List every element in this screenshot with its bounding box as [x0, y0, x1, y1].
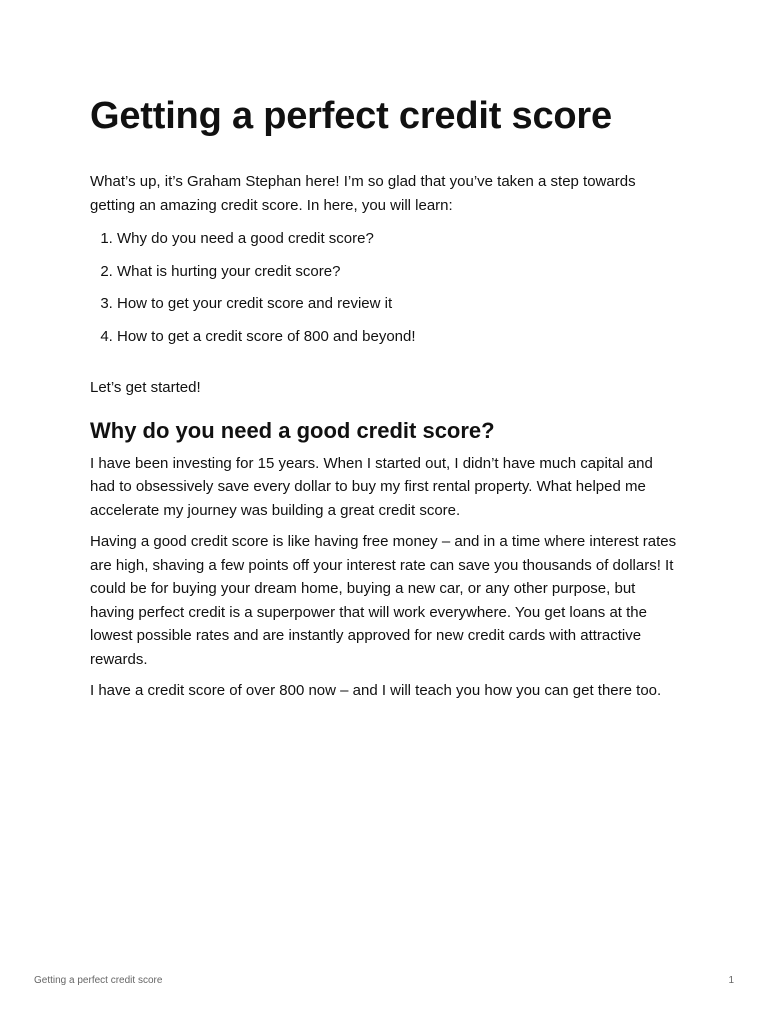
footer-document-title: Getting a perfect credit score [34, 975, 163, 986]
page-footer [34, 975, 734, 986]
topic-item: 1. Why do you need a good credit score? [117, 227, 680, 251]
topics-list [90, 227, 680, 348]
topic-item: 3. How to get your credit score and review it [117, 292, 680, 316]
section-paragraph: I have a credit score of over 800 now – and I will teach you how you can get there too. [90, 682, 662, 699]
section-paragraph: I have been investing for 15 years. When I started out, I didn’t have much capital and had to obsessively save every dollar to buy my first rental property. What helped me accelerate my journey was building a great credit score. [90, 454, 653, 519]
topic-item: 2. What is hurting your credit score? [117, 260, 680, 284]
page-content [90, 92, 680, 711]
topic-item: 4. How to get a credit score of 800 and beyond! [117, 325, 680, 349]
section-heading: Why do you need a good credit score? [90, 417, 495, 443]
section-paragraph: Having a good credit score is like having free money – and in a time where interest rates are high, shaving a few points off your interest rate can save you thousands of dollars! It could be for buying your dream home, buying a new car, or any other purpose, but having perfect credit is a superpower that will work everywhere. You get loans at the lowest possible rates and are instantly approved for new credit cards with attractive rewards. [90, 533, 677, 668]
lets-get-started-text: Let’s get started! [90, 379, 201, 396]
page-number: 1 [728, 975, 734, 986]
intro-paragraph: What’s up, it’s Graham Stephan here! I’m so glad that you’ve taken a step towards getting an amazing credit score. In here, you will learn: [90, 173, 636, 214]
document-title: Getting a perfect credit score [90, 95, 612, 137]
